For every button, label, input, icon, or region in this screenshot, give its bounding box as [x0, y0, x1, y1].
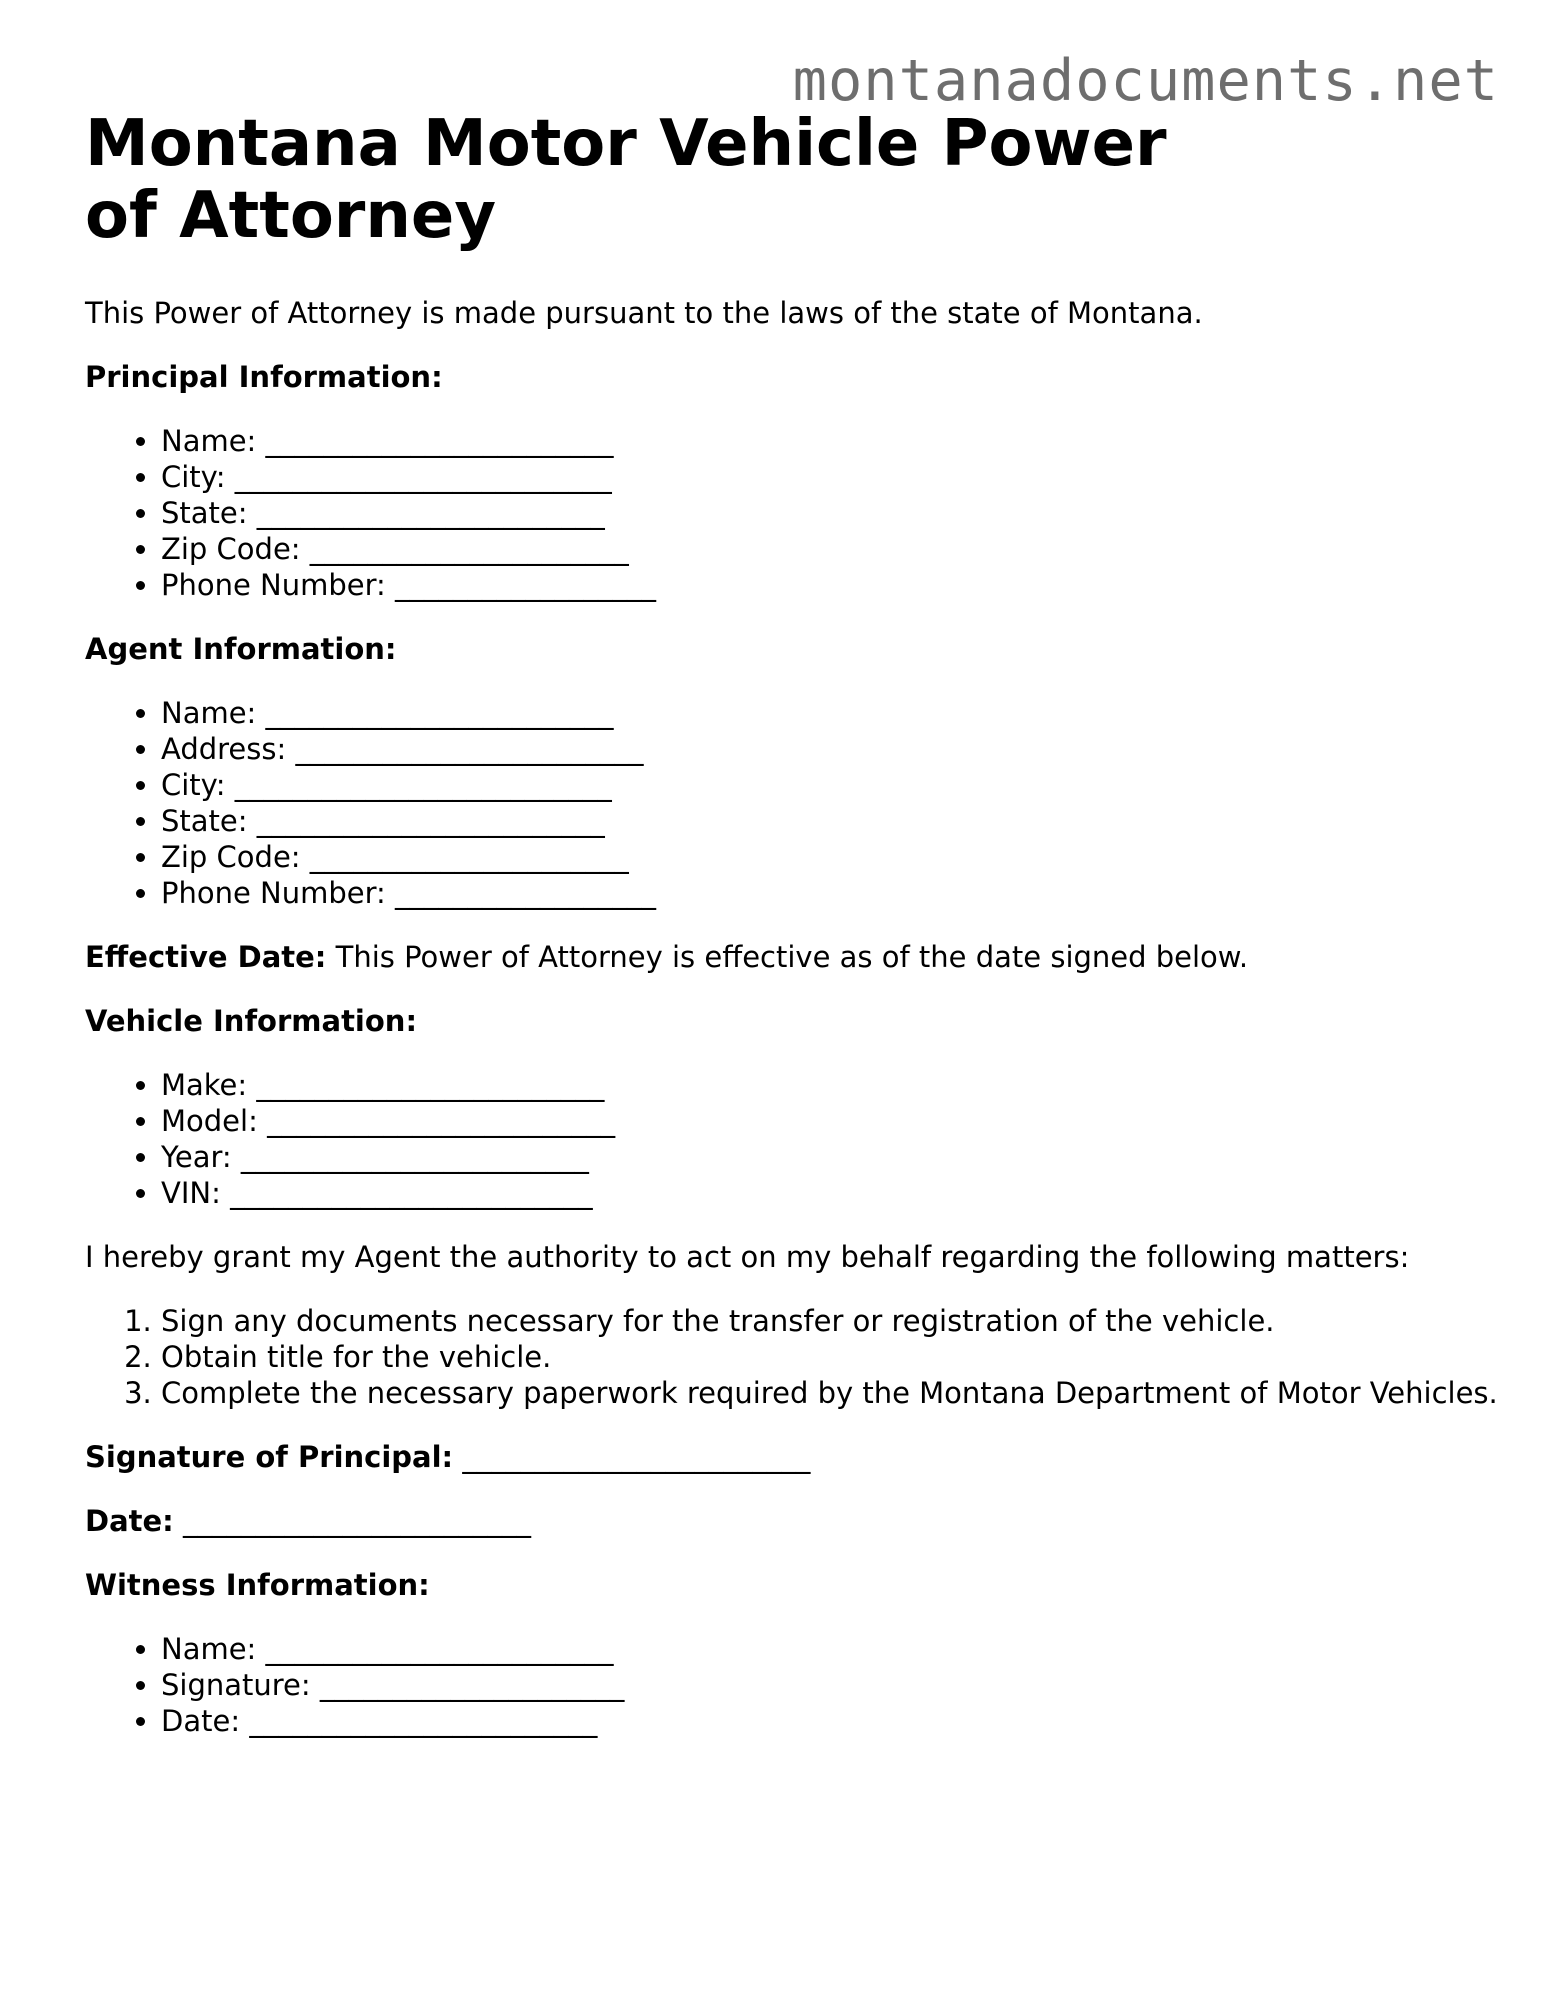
effective-date-text: This Power of Attorney is effective as of the date signed below. — [326, 940, 1249, 974]
principal-phone-field[interactable] — [161, 567, 1555, 603]
power-item: 1. Sign any documents necessary for the transfer or registration of the vehicle. — [161, 1303, 1511, 1339]
witness-date-field[interactable] — [161, 1703, 1555, 1739]
field-label: Zip Code: — [161, 532, 301, 566]
principal-fields — [85, 423, 1555, 603]
principal-state-field[interactable] — [161, 495, 1555, 531]
field-blank[interactable]: ________________________ — [265, 424, 614, 458]
principal-heading: Principal Information: — [85, 360, 443, 394]
field-label: State: — [161, 496, 248, 530]
field-blank[interactable]: ________________________ — [265, 1632, 614, 1666]
agent-fields — [85, 695, 1555, 911]
vehicle-model-field[interactable] — [161, 1103, 1555, 1139]
field-label: Zip Code: — [161, 840, 301, 874]
field-blank[interactable]: ________________________ — [256, 496, 605, 530]
witness-heading: Witness Information: — [85, 1568, 430, 1602]
field-label: Model: — [161, 1104, 258, 1138]
field-blank[interactable]: __________________ — [395, 876, 657, 910]
vehicle-fields — [85, 1067, 1555, 1211]
witness-signature-field[interactable] — [161, 1667, 1555, 1703]
field-blank[interactable]: _________________________ — [230, 1176, 593, 1210]
principal-signature-line[interactable] — [85, 1439, 1555, 1475]
vehicle-make-field[interactable] — [161, 1067, 1555, 1103]
witness-fields — [85, 1631, 1555, 1739]
field-label: VIN: — [161, 1176, 221, 1210]
agent-city-field[interactable] — [161, 767, 1555, 803]
agent-state-field[interactable] — [161, 803, 1555, 839]
field-blank[interactable]: ________________________ — [265, 696, 614, 730]
signature-blank[interactable]: ________________________ — [462, 1440, 811, 1474]
vehicle-year-field[interactable] — [161, 1139, 1555, 1175]
witness-name-field[interactable] — [161, 1631, 1555, 1667]
power-item: 3. Complete the necessary paperwork required by the Montana Department of Motor Vehicles. — [161, 1375, 1511, 1411]
agent-address-field[interactable] — [161, 731, 1555, 767]
field-label: Phone Number: — [161, 568, 386, 602]
field-blank[interactable]: ______________________ — [309, 840, 629, 874]
field-label: Name: — [161, 1632, 257, 1666]
field-label: Name: — [161, 696, 257, 730]
field-label: City: — [161, 460, 226, 494]
principal-date-line[interactable] — [85, 1503, 1555, 1539]
effective-date-paragraph — [85, 939, 1415, 975]
effective-date-label: Effective Date: — [85, 940, 327, 974]
field-blank[interactable]: ________________________ — [256, 1068, 605, 1102]
field-label: Signature: — [161, 1668, 311, 1702]
field-blank[interactable]: _____________________ — [319, 1668, 625, 1702]
powers-list — [85, 1303, 1511, 1411]
principal-name-field[interactable] — [161, 423, 1555, 459]
field-label: Make: — [161, 1068, 248, 1102]
vehicle-heading: Vehicle Information: — [85, 1004, 418, 1038]
vehicle-vin-field[interactable] — [161, 1175, 1555, 1211]
date-blank[interactable]: ________________________ — [183, 1504, 531, 1538]
field-blank[interactable]: __________________ — [395, 568, 657, 602]
field-blank[interactable]: ________________________ — [240, 1140, 589, 1174]
field-label: Name: — [161, 424, 257, 458]
field-blank[interactable]: ________________________ — [295, 732, 644, 766]
field-label: State: — [161, 804, 248, 838]
date-label: Date: — [85, 1504, 174, 1538]
agent-zip-field[interactable] — [161, 839, 1555, 875]
field-blank[interactable]: ________________________ — [256, 804, 605, 838]
watermark: montanadocuments.net — [792, 48, 1499, 114]
agent-phone-field[interactable] — [161, 875, 1555, 911]
agent-name-field[interactable] — [161, 695, 1555, 731]
field-label: Year: — [161, 1140, 232, 1174]
field-label: Date: — [161, 1704, 241, 1738]
field-label: Phone Number: — [161, 876, 386, 910]
signature-label: Signature of Principal: — [85, 1440, 454, 1474]
field-blank[interactable]: ________________________ — [249, 1704, 598, 1738]
field-blank[interactable]: ________________________ — [267, 1104, 616, 1138]
field-label: Address: — [161, 732, 287, 766]
principal-zip-field[interactable] — [161, 531, 1555, 567]
field-blank[interactable]: __________________________ — [234, 768, 612, 802]
document-title: Montana Motor Vehicle Power of Attorney — [85, 107, 1167, 253]
field-blank[interactable]: ______________________ — [309, 532, 629, 566]
power-item: 2. Obtain title for the vehicle. — [161, 1339, 1511, 1375]
principal-city-field[interactable] — [161, 459, 1555, 495]
agent-heading: Agent Information: — [85, 632, 397, 666]
grant-paragraph: I hereby grant my Agent the authority to act on my behalf regarding the following matters: — [85, 1240, 1410, 1274]
field-label: City: — [161, 768, 226, 802]
field-blank[interactable]: __________________________ — [234, 460, 612, 494]
intro-text: This Power of Attorney is made pursuant to the laws of the state of Montana. — [85, 296, 1203, 330]
